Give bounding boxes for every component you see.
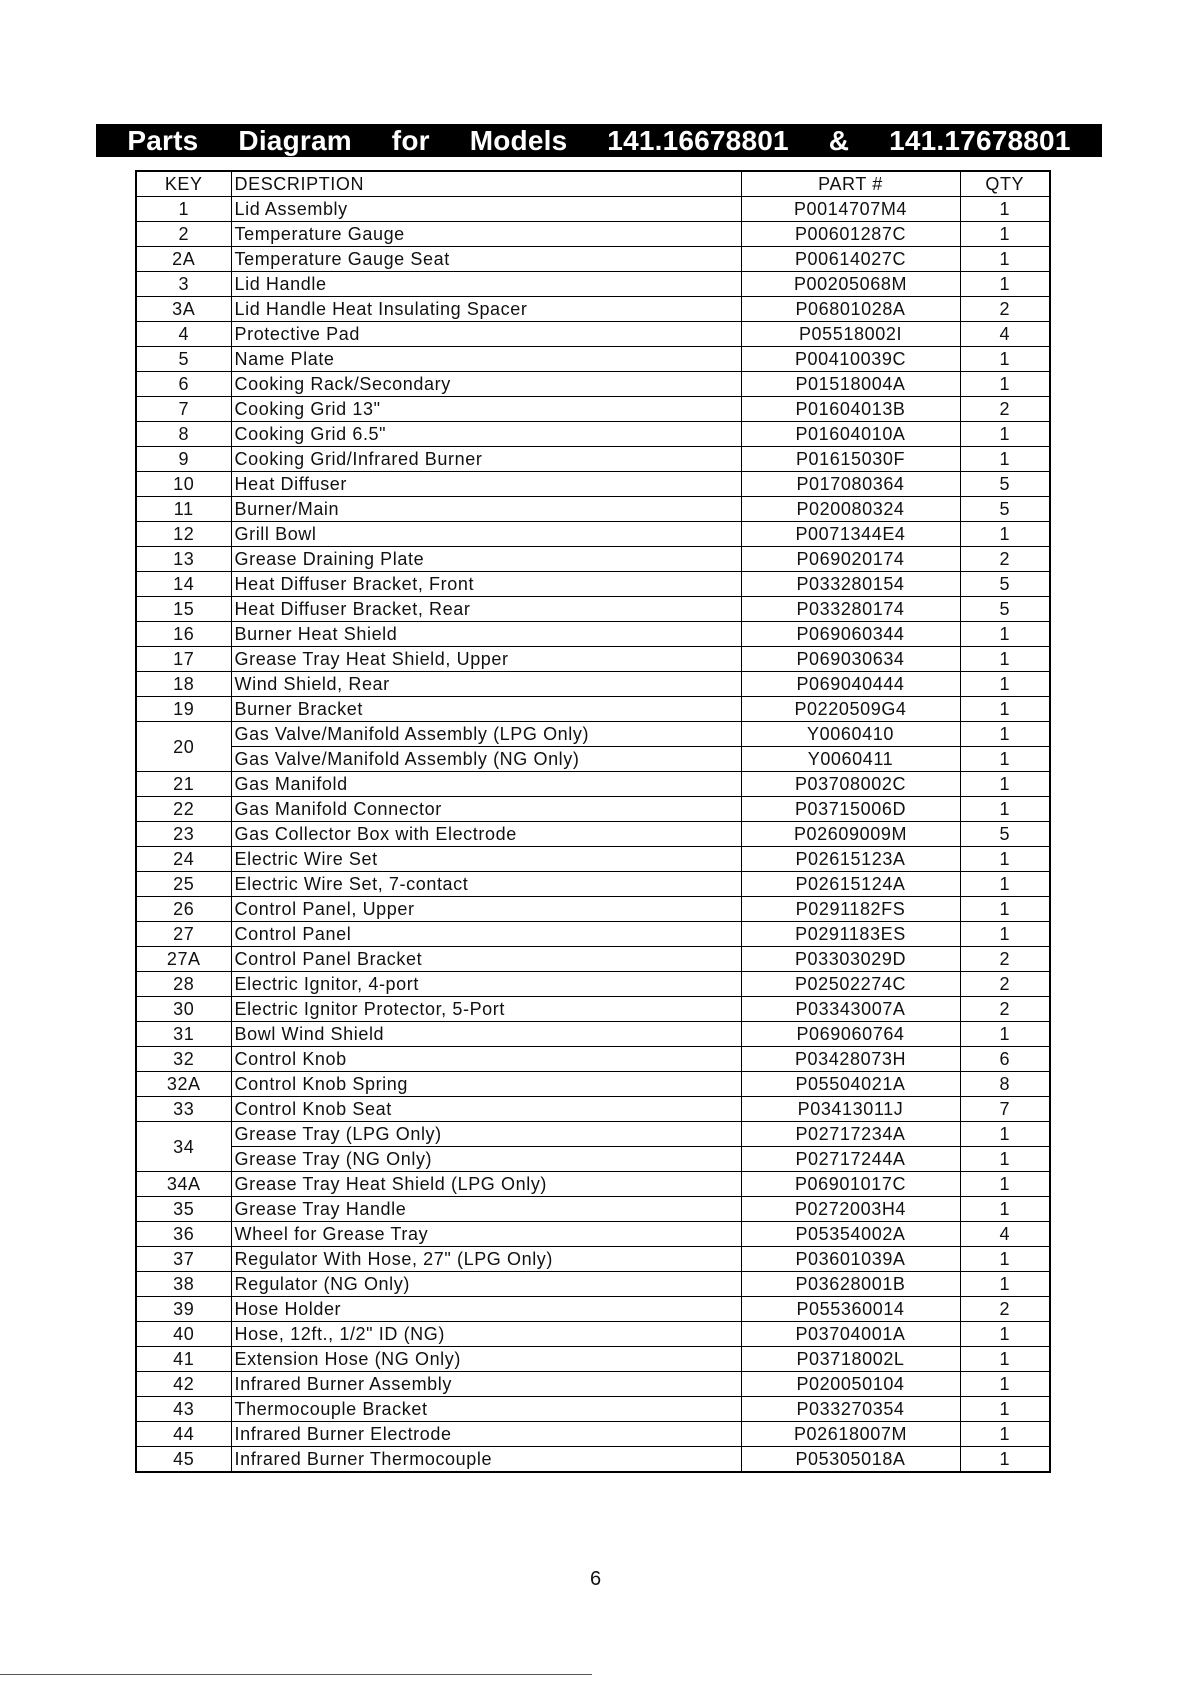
cell-key: 17 (136, 647, 231, 672)
cell-part-number: P02609009M (741, 822, 960, 847)
cell-description: Heat Diffuser Bracket, Rear (231, 597, 741, 622)
table-row (136, 347, 1050, 372)
cell-description: Electric Ignitor, 4-port (231, 972, 741, 997)
cell-part-number: P0071344E4 (741, 522, 960, 547)
cell-key: 11 (136, 497, 231, 522)
cell-description: Infrared Burner Assembly (231, 1372, 741, 1397)
table-header-row (136, 171, 1050, 197)
cell-key: 8 (136, 422, 231, 447)
cell-qty: 1 (960, 872, 1050, 897)
cell-qty: 1 (960, 422, 1050, 447)
cell-key: 42 (136, 1372, 231, 1397)
cell-part-number: P02502274C (741, 972, 960, 997)
cell-description: Cooking Grid 6.5" (231, 422, 741, 447)
cell-part-number: P069040444 (741, 672, 960, 697)
cell-part-number: P05504021A (741, 1072, 960, 1097)
table-row (136, 897, 1050, 922)
cell-qty: 1 (960, 697, 1050, 722)
cell-key: 15 (136, 597, 231, 622)
table-row (136, 972, 1050, 997)
cell-part-number: P01604010A (741, 422, 960, 447)
cell-key: 1 (136, 197, 231, 222)
cell-key: 34 (136, 1122, 231, 1172)
cell-description: Gas Valve/Manifold Assembly (LPG Only) (231, 722, 741, 747)
cell-qty: 1 (960, 897, 1050, 922)
cell-key: 10 (136, 472, 231, 497)
table-row (136, 1172, 1050, 1197)
cell-description: Cooking Grid/Infrared Burner (231, 447, 741, 472)
cell-key: 21 (136, 772, 231, 797)
table-row (136, 1272, 1050, 1297)
cell-key: 24 (136, 847, 231, 872)
cell-qty: 1 (960, 222, 1050, 247)
cell-key: 25 (136, 872, 231, 897)
cell-description: Grease Draining Plate (231, 547, 741, 572)
cell-description: Burner/Main (231, 497, 741, 522)
header-qty: QTY (960, 171, 1050, 197)
cell-description: Hose Holder (231, 1297, 741, 1322)
cell-part-number: P00614027C (741, 247, 960, 272)
table-row (136, 622, 1050, 647)
table-row (136, 297, 1050, 322)
cell-key: 5 (136, 347, 231, 372)
cell-qty: 2 (960, 1297, 1050, 1322)
cell-description: Wind Shield, Rear (231, 672, 741, 697)
cell-key: 41 (136, 1347, 231, 1372)
cell-key: 36 (136, 1222, 231, 1247)
cell-qty: 1 (960, 1172, 1050, 1197)
table-row (136, 1397, 1050, 1422)
cell-description: Electric Wire Set (231, 847, 741, 872)
cell-key: 26 (136, 897, 231, 922)
cell-key: 22 (136, 797, 231, 822)
table-row (136, 1447, 1050, 1473)
table-row (136, 872, 1050, 897)
table-row (136, 1072, 1050, 1097)
table-row (136, 272, 1050, 297)
cell-qty: 5 (960, 497, 1050, 522)
cell-part-number: P00601287C (741, 222, 960, 247)
cell-key: 2 (136, 222, 231, 247)
cell-part-number: Y0060410 (741, 722, 960, 747)
cell-description: Electric Wire Set, 7-contact (231, 872, 741, 897)
cell-part-number: P0014707M4 (741, 197, 960, 222)
table-row (136, 372, 1050, 397)
table-row (136, 1197, 1050, 1222)
cell-description: Lid Handle (231, 272, 741, 297)
cell-description: Wheel for Grease Tray (231, 1222, 741, 1247)
header-key: KEY (136, 171, 231, 197)
cell-qty: 2 (960, 947, 1050, 972)
cell-part-number: P03718002L (741, 1347, 960, 1372)
cell-qty: 1 (960, 847, 1050, 872)
cell-description: Protective Pad (231, 322, 741, 347)
cell-qty: 1 (960, 1122, 1050, 1147)
table-row (136, 1347, 1050, 1372)
table-row (136, 697, 1050, 722)
cell-description: Lid Assembly (231, 197, 741, 222)
cell-description: Gas Manifold (231, 772, 741, 797)
cell-key: 40 (136, 1322, 231, 1347)
cell-qty: 1 (960, 1247, 1050, 1272)
cell-part-number: P069030634 (741, 647, 960, 672)
cell-qty: 1 (960, 447, 1050, 472)
cell-description: Grill Bowl (231, 522, 741, 547)
table-row (136, 1247, 1050, 1272)
cell-part-number: P03428073H (741, 1047, 960, 1072)
table-row (136, 672, 1050, 697)
cell-description: Electric Ignitor Protector, 5-Port (231, 997, 741, 1022)
cell-qty: 1 (960, 197, 1050, 222)
cell-key: 3 (136, 272, 231, 297)
cell-key: 32A (136, 1072, 231, 1097)
cell-qty: 4 (960, 1222, 1050, 1247)
cell-qty: 7 (960, 1097, 1050, 1122)
cell-qty: 1 (960, 522, 1050, 547)
cell-description: Control Knob (231, 1047, 741, 1072)
cell-part-number: P069060344 (741, 622, 960, 647)
cell-key: 33 (136, 1097, 231, 1122)
cell-description: Control Panel Bracket (231, 947, 741, 972)
table-row (136, 472, 1050, 497)
table-row (136, 1297, 1050, 1322)
cell-qty: 2 (960, 547, 1050, 572)
cell-description: Grease Tray Handle (231, 1197, 741, 1222)
cell-description: Gas Collector Box with Electrode (231, 822, 741, 847)
title-banner (96, 124, 1102, 157)
cell-description: Grease Tray Heat Shield, Upper (231, 647, 741, 672)
cell-description: Cooking Rack/Secondary (231, 372, 741, 397)
header-part-number: PART # (741, 171, 960, 197)
cell-part-number: P03303029D (741, 947, 960, 972)
header-description: DESCRIPTION (231, 171, 741, 197)
cell-description: Cooking Grid 13" (231, 397, 741, 422)
cell-qty: 1 (960, 672, 1050, 697)
cell-qty: 2 (960, 997, 1050, 1022)
cell-qty: 8 (960, 1072, 1050, 1097)
cell-qty: 1 (960, 1422, 1050, 1447)
table-row (136, 1097, 1050, 1122)
cell-description: Gas Manifold Connector (231, 797, 741, 822)
cell-part-number: P01518004A (741, 372, 960, 397)
cell-key: 7 (136, 397, 231, 422)
table-row (136, 647, 1050, 672)
cell-part-number: P01604013B (741, 397, 960, 422)
cell-qty: 5 (960, 472, 1050, 497)
cell-part-number: P033270354 (741, 1397, 960, 1422)
cell-qty: 6 (960, 1047, 1050, 1072)
page-number: 6 (589, 1568, 602, 1590)
table-row (136, 747, 1050, 772)
cell-part-number: P03715006D (741, 797, 960, 822)
cell-qty: 1 (960, 922, 1050, 947)
table-row (136, 322, 1050, 347)
cell-key: 30 (136, 997, 231, 1022)
cell-part-number: P0291183ES (741, 922, 960, 947)
table-row (136, 422, 1050, 447)
cell-description: Name Plate (231, 347, 741, 372)
cell-qty: 1 (960, 1022, 1050, 1047)
cell-description: Grease Tray (NG Only) (231, 1147, 741, 1172)
cell-qty: 5 (960, 822, 1050, 847)
cell-description: Heat Diffuser (231, 472, 741, 497)
page-title: Parts Diagram for Models 141.16678801 & 141.17678801 (127, 124, 1071, 156)
cell-part-number: P0220509G4 (741, 697, 960, 722)
cell-part-number: P01615030F (741, 447, 960, 472)
cell-key: 27 (136, 922, 231, 947)
table-row (136, 822, 1050, 847)
cell-key: 19 (136, 697, 231, 722)
cell-qty: 1 (960, 1272, 1050, 1297)
table-row (136, 797, 1050, 822)
cell-part-number: P03708002C (741, 772, 960, 797)
cell-description: Bowl Wind Shield (231, 1022, 741, 1047)
table-row (136, 1422, 1050, 1447)
cell-part-number: P03628001B (741, 1272, 960, 1297)
cell-part-number: P020080324 (741, 497, 960, 522)
cell-key: 20 (136, 722, 231, 772)
cell-qty: 1 (960, 1322, 1050, 1347)
cell-part-number: Y0060411 (741, 747, 960, 772)
cell-description: Infrared Burner Electrode (231, 1422, 741, 1447)
cell-part-number: P03413011J (741, 1097, 960, 1122)
cell-description: Control Knob Seat (231, 1097, 741, 1122)
cell-qty: 2 (960, 972, 1050, 997)
cell-part-number: P02615124A (741, 872, 960, 897)
cell-key: 6 (136, 372, 231, 397)
cell-part-number: P033280174 (741, 597, 960, 622)
cell-qty: 5 (960, 597, 1050, 622)
cell-part-number: P03601039A (741, 1247, 960, 1272)
table-row (136, 1222, 1050, 1247)
cell-description: Grease Tray Heat Shield (LPG Only) (231, 1172, 741, 1197)
cell-part-number: P02717234A (741, 1122, 960, 1147)
cell-part-number: P02615123A (741, 847, 960, 872)
cell-key: 45 (136, 1447, 231, 1473)
table-row (136, 597, 1050, 622)
cell-description: Thermocouple Bracket (231, 1397, 741, 1422)
cell-key: 38 (136, 1272, 231, 1297)
table-row (136, 197, 1050, 222)
cell-key: 31 (136, 1022, 231, 1047)
cell-qty: 2 (960, 297, 1050, 322)
cell-part-number: P03343007A (741, 997, 960, 1022)
cell-part-number: P069020174 (741, 547, 960, 572)
cell-key: 35 (136, 1197, 231, 1222)
cell-description: Grease Tray (LPG Only) (231, 1122, 741, 1147)
cell-key: 9 (136, 447, 231, 472)
cell-part-number: P00410039C (741, 347, 960, 372)
parts-table (135, 170, 1051, 1473)
cell-part-number: P033280154 (741, 572, 960, 597)
table-row (136, 1322, 1050, 1347)
table-row (136, 1047, 1050, 1072)
table-row (136, 1372, 1050, 1397)
cell-qty: 1 (960, 1347, 1050, 1372)
table-row (136, 572, 1050, 597)
cell-description: Infrared Burner Thermocouple (231, 1447, 741, 1473)
cell-description: Temperature Gauge (231, 222, 741, 247)
cell-description: Burner Heat Shield (231, 622, 741, 647)
cell-description: Regulator (NG Only) (231, 1272, 741, 1297)
cell-qty: 1 (960, 372, 1050, 397)
table-row (136, 922, 1050, 947)
cell-part-number: P055360014 (741, 1297, 960, 1322)
cell-qty: 1 (960, 747, 1050, 772)
cell-key: 27A (136, 947, 231, 972)
table-body (136, 197, 1050, 1473)
cell-qty: 1 (960, 247, 1050, 272)
cell-key: 43 (136, 1397, 231, 1422)
cell-part-number: P06801028A (741, 297, 960, 322)
cell-part-number: P05354002A (741, 1222, 960, 1247)
cell-description: Lid Handle Heat Insulating Spacer (231, 297, 741, 322)
cell-key: 4 (136, 322, 231, 347)
table-row (136, 397, 1050, 422)
cell-part-number: P017080364 (741, 472, 960, 497)
cell-description: Control Knob Spring (231, 1072, 741, 1097)
cell-description: Gas Valve/Manifold Assembly (NG Only) (231, 747, 741, 772)
cell-qty: 1 (960, 272, 1050, 297)
cell-qty: 4 (960, 322, 1050, 347)
cell-key: 18 (136, 672, 231, 697)
cell-qty: 1 (960, 1147, 1050, 1172)
table-row (136, 722, 1050, 747)
bottom-rule (0, 1674, 592, 1675)
cell-part-number: P05305018A (741, 1447, 960, 1473)
cell-qty: 1 (960, 1447, 1050, 1473)
cell-part-number: P069060764 (741, 1022, 960, 1047)
table-row (136, 497, 1050, 522)
cell-qty: 1 (960, 797, 1050, 822)
cell-key: 12 (136, 522, 231, 547)
cell-key: 32 (136, 1047, 231, 1072)
table-row (136, 847, 1050, 872)
table-row (136, 522, 1050, 547)
cell-description: Control Panel (231, 922, 741, 947)
cell-description: Extension Hose (NG Only) (231, 1347, 741, 1372)
table-row (136, 247, 1050, 272)
cell-qty: 1 (960, 1372, 1050, 1397)
table-row (136, 947, 1050, 972)
cell-description: Heat Diffuser Bracket, Front (231, 572, 741, 597)
cell-key: 44 (136, 1422, 231, 1447)
cell-key: 14 (136, 572, 231, 597)
cell-part-number: P06901017C (741, 1172, 960, 1197)
cell-part-number: P02618007M (741, 1422, 960, 1447)
cell-qty: 2 (960, 397, 1050, 422)
cell-qty: 1 (960, 772, 1050, 797)
cell-qty: 1 (960, 1197, 1050, 1222)
cell-qty: 1 (960, 347, 1050, 372)
cell-key: 34A (136, 1172, 231, 1197)
cell-part-number: P02717244A (741, 1147, 960, 1172)
cell-key: 2A (136, 247, 231, 272)
cell-key: 3A (136, 297, 231, 322)
cell-qty: 1 (960, 722, 1050, 747)
table-row (136, 1122, 1050, 1147)
cell-part-number: P0291182FS (741, 897, 960, 922)
cell-description: Control Panel, Upper (231, 897, 741, 922)
table-row (136, 1022, 1050, 1047)
cell-description: Temperature Gauge Seat (231, 247, 741, 272)
cell-description: Hose, 12ft., 1/2" ID (NG) (231, 1322, 741, 1347)
table-row (136, 772, 1050, 797)
cell-qty: 1 (960, 647, 1050, 672)
cell-description: Regulator With Hose, 27" (LPG Only) (231, 1247, 741, 1272)
table-row (136, 447, 1050, 472)
cell-qty: 5 (960, 572, 1050, 597)
cell-key: 23 (136, 822, 231, 847)
table-row (136, 1147, 1050, 1172)
cell-key: 37 (136, 1247, 231, 1272)
table-row (136, 547, 1050, 572)
cell-part-number: P020050104 (741, 1372, 960, 1397)
cell-key: 39 (136, 1297, 231, 1322)
cell-qty: 1 (960, 622, 1050, 647)
table-row (136, 222, 1050, 247)
cell-key: 28 (136, 972, 231, 997)
cell-key: 13 (136, 547, 231, 572)
cell-description: Burner Bracket (231, 697, 741, 722)
cell-part-number: P03704001A (741, 1322, 960, 1347)
cell-part-number: P00205068M (741, 272, 960, 297)
cell-part-number: P0272003H4 (741, 1197, 960, 1222)
cell-qty: 1 (960, 1397, 1050, 1422)
cell-key: 16 (136, 622, 231, 647)
cell-part-number: P05518002I (741, 322, 960, 347)
table-row (136, 997, 1050, 1022)
